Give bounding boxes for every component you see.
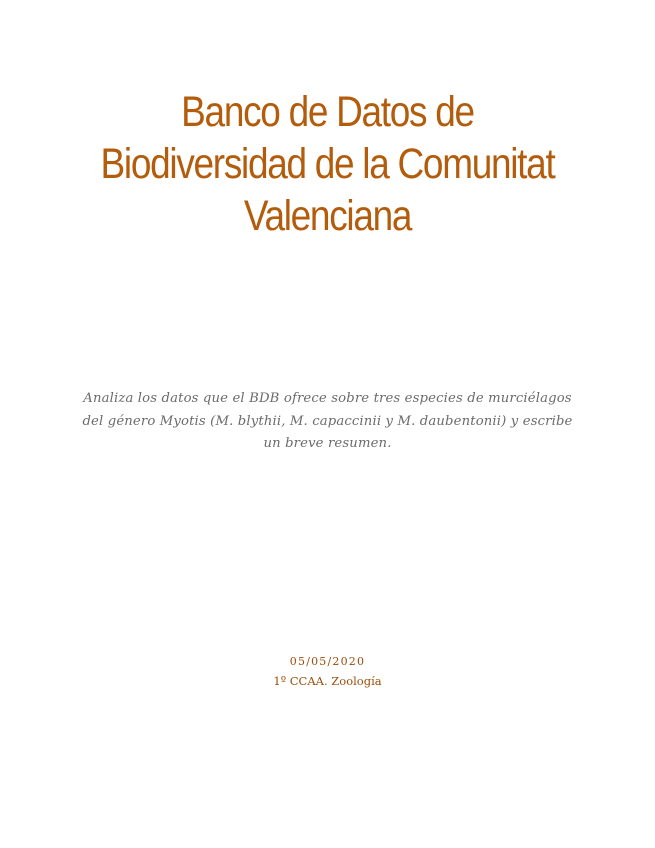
document-date: 05/05/2020 [289, 655, 366, 668]
title-line-2: Biodiversidad de la Comunitat [100, 140, 555, 188]
document-title [80, 86, 575, 242]
document-meta [0, 654, 655, 691]
document-course: 1º CCAA. Zoología [273, 674, 382, 688]
document-subtitle: Analiza los datos que el BDB ofrece sobre tres especies de murciélagos del género Myotis (M. blythii, M. capaccinii y M. daubentonii) y escribe un breve resumen. [82, 391, 573, 451]
title-line-3: Valenciana [243, 192, 412, 240]
title-line-1: Banco de Datos de [181, 88, 474, 136]
